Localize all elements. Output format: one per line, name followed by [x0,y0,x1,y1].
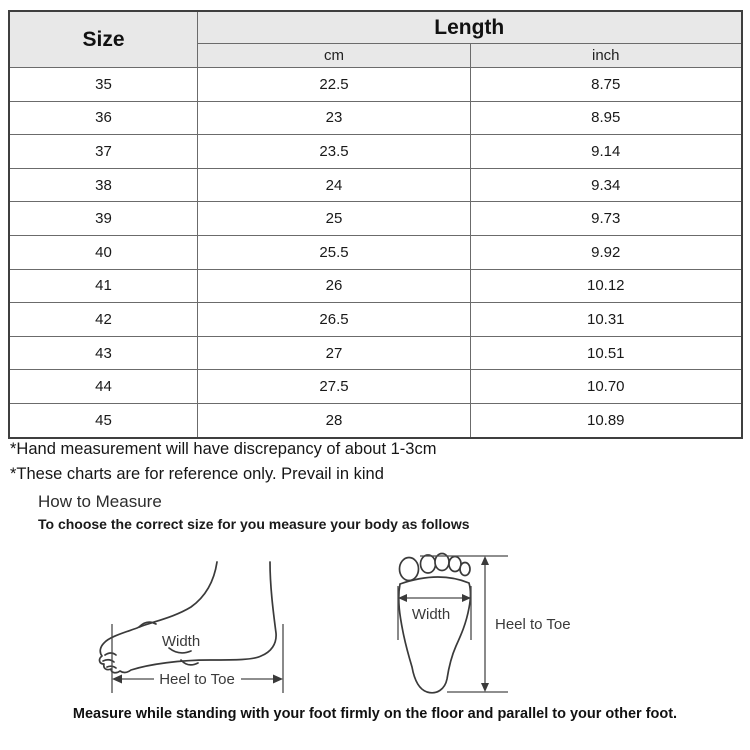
size-cell: 35 [9,68,198,102]
table-row [9,202,742,236]
measure-instruction-caption: Measure while standing with your foot firmly on the floor and parallel to your other foot. [72,706,678,722]
cm-cell: 28 [198,403,471,437]
inch-cell: 9.14 [471,135,742,169]
inch-cell: 10.12 [471,269,742,303]
top-heel-to-toe-label: Heel to Toe [495,616,571,633]
inch-cell: 10.89 [471,403,742,437]
disclaimer-notes [10,437,436,487]
cm-cell: 27 [198,336,471,370]
cm-cell: 27.5 [198,370,471,404]
note-reference-only: *These charts are for reference only. Prevail in kind [10,465,384,483]
inch-cell: 9.92 [471,235,742,269]
size-cell: 43 [9,336,198,370]
footprint-outline-icon [399,554,471,693]
cm-cell: 24 [198,168,471,202]
cm-column-header: cm [198,44,471,68]
toe-icon [460,563,470,576]
size-cell: 38 [9,168,198,202]
cm-cell: 23 [198,101,471,135]
size-cell: 39 [9,202,198,236]
inch-cell: 10.51 [471,336,742,370]
inch-cell: 10.31 [471,303,742,337]
measurement-diagrams [95,552,585,704]
arrow-left-icon [112,675,122,684]
top-width-label: Width [411,606,451,623]
arrow-up-icon [481,556,489,565]
size-cell: 36 [9,101,198,135]
cm-cell: 26.5 [198,303,471,337]
table-row [9,235,742,269]
how-to-measure-title: How to Measure [38,492,162,511]
size-table [8,10,743,439]
size-cell: 40 [9,235,198,269]
toe-icon [421,555,436,573]
foot-side-outline-icon [100,562,277,673]
inch-cell: 9.34 [471,168,742,202]
arrow-down-icon [481,683,489,692]
table-row [9,336,742,370]
inch-cell: 8.75 [471,68,742,102]
size-cell: 37 [9,135,198,169]
cm-cell: 25 [198,202,471,236]
inch-cell: 9.73 [471,202,742,236]
table-row [9,370,742,404]
size-cell: 45 [9,403,198,437]
table-row [9,68,742,102]
table-row [9,101,742,135]
arrow-right-icon [273,675,283,684]
table-row [9,403,742,437]
side-width-label: Width [161,633,201,650]
foot-top-view-diagram [385,552,585,704]
size-cell: 42 [9,303,198,337]
length-column-header: Length [198,11,742,44]
inch-cell: 10.70 [471,370,742,404]
side-heel-to-toe-label: Heel to Toe [159,671,235,688]
table-row [9,135,742,169]
big-toe-icon [400,558,419,581]
cm-cell: 26 [198,269,471,303]
inch-cell: 8.95 [471,101,742,135]
size-cell: 44 [9,370,198,404]
note-hand-measurement: *Hand measurement will have discrepancy of about 1-3cm [10,440,437,458]
size-cell: 41 [9,269,198,303]
table-row [9,168,742,202]
size-column-header: Size [9,11,198,68]
table-row [9,303,742,337]
foot-side-view-diagram [95,552,295,704]
cm-cell: 23.5 [198,135,471,169]
cm-cell: 25.5 [198,235,471,269]
table-row [9,269,742,303]
inch-column-header: inch [471,44,742,68]
how-to-measure-subtitle: To choose the correct size for you measure your body as follows [38,516,470,532]
cm-cell: 22.5 [198,68,471,102]
header-row-1 [9,11,742,44]
